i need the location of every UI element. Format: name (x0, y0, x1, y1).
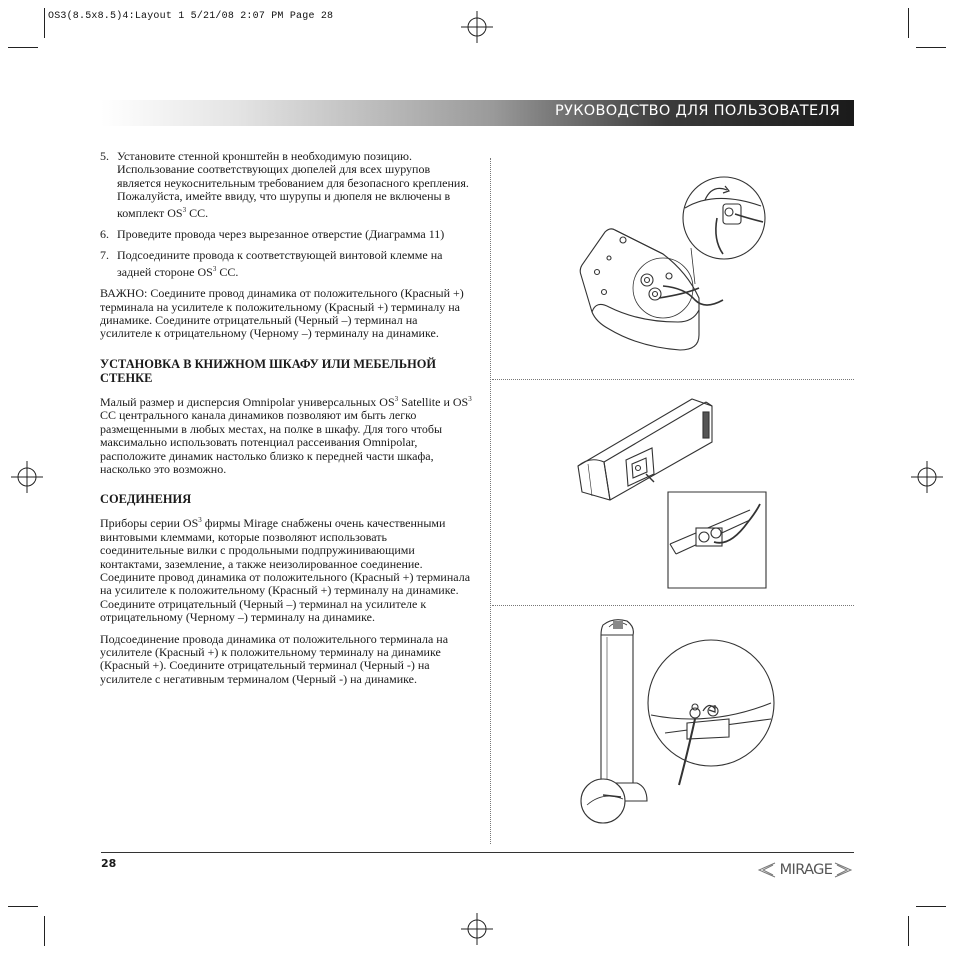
wall-mount-terminal-illustration (575, 170, 775, 370)
footer-rule (101, 852, 854, 853)
step-number: 7. (100, 248, 109, 263)
step-number: 6. (100, 227, 109, 242)
print-slug-line: OS3(8.5x8.5)4:Layout 1 5/21/08 2:07 PM Page 28 (48, 11, 334, 22)
bookshelf-paragraph: Малый размер и дисперсия Omnipolar универсальных $OS^3$ Satellite и $OS^3$ CC центрального канала динамиков позволяют им быть легко размещенными в любых местах, на полке в шкафу. Для того чтобы максимально использовать потенциал рассеивания Omnipolar, расположите динамик настолько близко к передней части шкафа, насколько это возможно. (100, 394, 472, 476)
registration-mark-icon (11, 461, 43, 493)
step-text: Подсоедините провода к соответствующей винтовой клемме на задней стороне $OS^3$ CC. (117, 248, 443, 279)
brand-logo (757, 860, 853, 880)
header-bar (101, 100, 854, 126)
registration-mark-icon (461, 913, 493, 945)
tower-speaker-illustration (575, 615, 780, 830)
connections-paragraph-2: Подсоединение провода динамика от положительного терминала на усилителе (Красный +) к положительному терминалу на динамике (Красный +). Соедините отрицательный терминал (Черный -) на усилителе с негативным терминалом (Черный -) на динамике. (100, 631, 449, 686)
figure-divider (492, 379, 854, 380)
page-title: РУКОВОДСТВО ДЛЯ ПОЛЬЗОВАТЕЛЯ (555, 103, 840, 119)
connections-paragraph-1: Приборы серии $OS^3$ фирмы Mirage снабжены очень качественными винтовыми клеммами, которые позволяют использовать соединительные вилки с продольными подпружинивающими контактами, заземление, а также неизолированное соединение. Соедините провод динамика от положительного (Красный +) терминала на усилителе к положительному (Красный +) терминалу на динамике. Соедините отрицательный (Черный –) терминал на усилителе к отрицательному (Черному –) терминалу на динамике. (100, 516, 471, 625)
important-note: ВАЖНО: Соедините провод динамика от положительного (Красный +) терминала на усилителе к положительному (Красный +) терминалу на динамике. Соедините отрицательный (Черный –) терминал на усилителе к отрицательному (Черному –) терминалу на динамике. (100, 286, 464, 341)
step-item (100, 228, 472, 241)
step-number: 5. (100, 149, 109, 163)
step-item (100, 249, 472, 279)
registration-mark-icon (461, 11, 493, 43)
figure-divider (492, 605, 854, 606)
step-item (100, 150, 472, 220)
registration-mark-icon (911, 461, 943, 493)
page-number: 28 (101, 857, 117, 870)
step-text: Проведите провода через вырезанное отверстие (Диаграмма 11) (117, 227, 445, 242)
step-text: Установите стенной кронштейн в необходимую позицию. Использование соответствующих дюпелей для всех шурупов является неукоснительным требованием для безопасного крепления. Пожалуйста, имейте ввиду, что шурупы и дюпеля не включены в комплект $OS^3$ CC. (117, 149, 469, 220)
section-heading-bookshelf: УСТАНОВКА В КНИЖНОМ ШКАФУ ИЛИ МЕБЕЛЬНОЙ СТЕНКЕ (100, 356, 436, 385)
column-divider (490, 158, 491, 844)
bookshelf-speaker-illustration (570, 392, 770, 592)
section-heading-connections: СОЕДИНЕНИЯ (100, 492, 192, 507)
brand-wordmark: MIRAGE (779, 862, 833, 878)
text-column (100, 150, 472, 694)
